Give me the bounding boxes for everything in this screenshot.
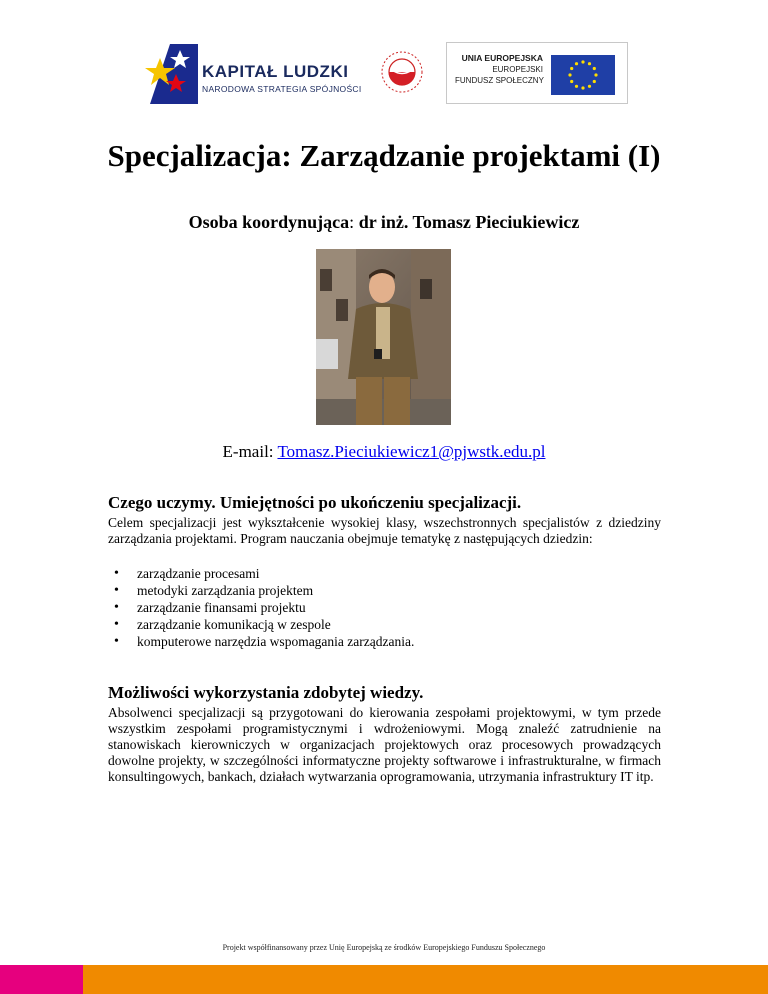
section-heading-skills: Czego uczymy. Umiejętności po ukończeniu specjalizacji. xyxy=(108,493,522,512)
page-title: Specjalizacja: Zarządzanie projektami (I) xyxy=(107,138,661,173)
list-item: • zarządzanie komunikacją w zespole xyxy=(108,616,414,633)
university-seal-icon xyxy=(380,50,424,94)
list-item: • zarządzanie procesami xyxy=(108,565,414,582)
list-item: • zarządzanie finansami projektu xyxy=(108,599,414,616)
kapital-ludzki-title: KAPITAŁ LUDZKI xyxy=(202,62,349,81)
email-line xyxy=(0,442,768,462)
kapital-ludzki-logo xyxy=(140,44,360,106)
footer-note: Projekt współfinansowany przez Unię Europejską ze środków Europejskiego Funduszu Społecznego xyxy=(222,943,546,952)
list-item: • metodyki zarządzania projektem xyxy=(108,582,414,599)
email-link[interactable]: Tomasz.Pieciukiewicz1@pjwstk.edu.pl xyxy=(277,442,546,461)
header-logos xyxy=(0,42,768,108)
footer-bar xyxy=(0,965,768,994)
kapital-ludzki-subtitle: NARODOWA STRATEGIA SPÓJNOŚCI xyxy=(202,84,362,94)
eu-subtitle-1: EUROPEJSKI xyxy=(492,65,543,74)
coordinator-colon: : xyxy=(349,212,355,232)
skills-intro: Celem specjalizacji jest wykształcenie wysokiej klasy, wszechstronnych specjalistów z dziedziny zarządzania projektami. Program nauczania obejmuje tematykę z następujących dziedzin: xyxy=(108,515,661,546)
eu-subtitle-2: FUNDUSZ SPOŁECZNY xyxy=(455,76,544,85)
coordinator-photo xyxy=(316,249,451,425)
footer-accent xyxy=(0,965,83,994)
email-label: E-mail: xyxy=(222,442,278,461)
eu-logo xyxy=(446,42,628,104)
skills-list xyxy=(108,565,414,650)
coordinator-label: Osoba koordynująca xyxy=(188,212,350,232)
kapital-ludzki-star-icon xyxy=(140,44,198,104)
opportunities-text: Absolwenci specjalizacji są przygotowani do kierowania zespołami projektowymi, w tym przede wszystkim zespołami programistycznymi i wdrożeniowymi. Mogą znaleźć zatrudnienie na stanowiskach kierowniczych w organizacjach projektowych oraz procesowych prowadzących dowolne projekty, w szczególności informatyczne projekty softwarowe i infrastrukturalne, w firmach konsultingowych, bankach, działach wytwarzania oprogramowania, utrzymania infrastruktury IT itp. xyxy=(108,705,661,784)
coordinator-line xyxy=(0,212,768,233)
coordinator-name: dr inż. Tomasz Pieciukiewicz xyxy=(354,212,580,232)
eu-flag-icon xyxy=(551,55,615,95)
list-item: • komputerowe narzędzia wspomagania zarządzania. xyxy=(108,633,414,650)
section-heading-opportunities: Możliwości wykorzystania zdobytej wiedzy. xyxy=(108,683,424,702)
eu-title: UNIA EUROPEJSKA xyxy=(461,53,543,63)
